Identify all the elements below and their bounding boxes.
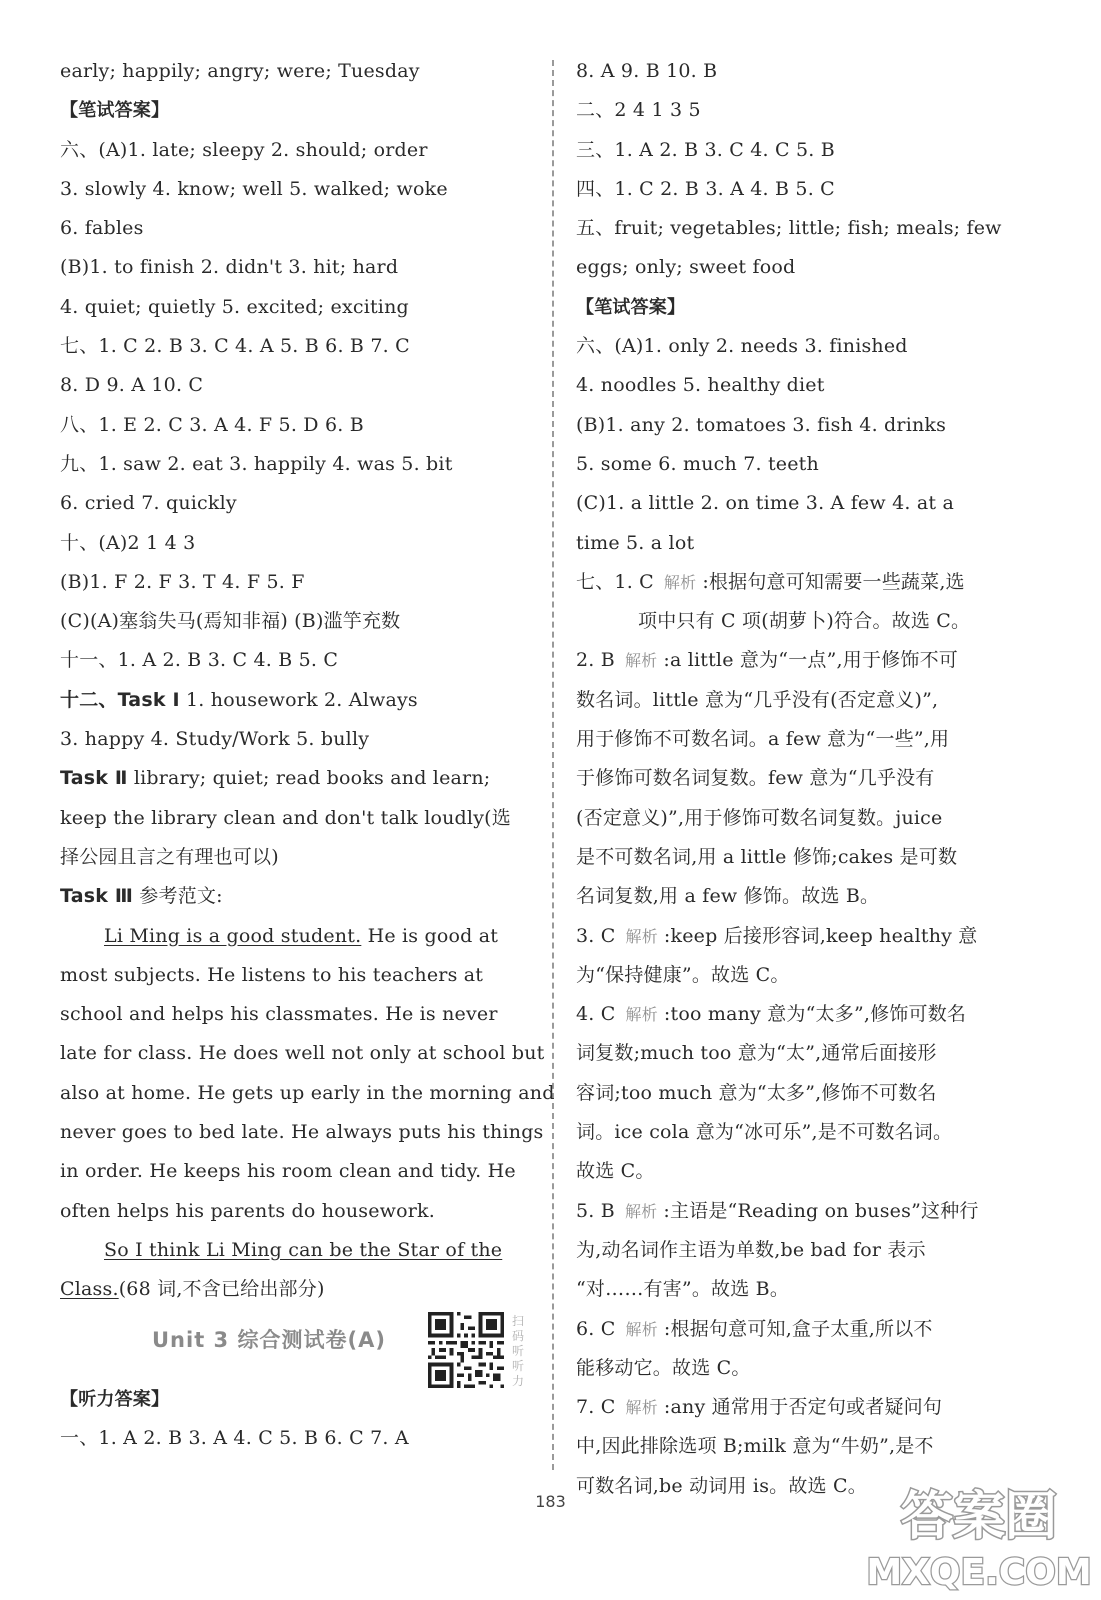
text-line [60, 759, 530, 798]
text-line: 5. some 6. much 7. teeth [576, 452, 819, 475]
question-number: 七、1. C [576, 570, 654, 593]
explanation-line: 项中只有 C 项(胡萝卜)符合。故选 C。 [638, 610, 971, 633]
qr-caption: 扫码听听力 [512, 1313, 525, 1388]
text-line: 6. fables [60, 217, 144, 240]
explanation-line: 于修饰可数名词复数。few 意为“几乎没有 [576, 767, 935, 790]
text-line: 4. quiet; quietly 5. excited; exciting [60, 295, 409, 318]
text-line: 八、1. E 2. C 3. A 4. F 5. D 6. B [60, 413, 364, 436]
explanation-tag: 解析 [625, 1005, 658, 1025]
text-line: 一、1. A 2. B 3. A 4. C 5. B 6. C 7. A [60, 1426, 409, 1449]
text-line: time 5. a lot [576, 531, 695, 554]
essay-line: school and helps his classmates. He is never [60, 1003, 498, 1026]
explanation-line [576, 1388, 1046, 1427]
explanation-line: “对……有害”。故选 B。 [576, 1278, 790, 1301]
question-number: 2. B [576, 649, 615, 672]
text-span: library; quiet; read books and learn; [127, 767, 491, 790]
text-span: (68 词,不含已给出部分) [118, 1278, 325, 1301]
explanation-line: 为,动名词作主语为单数,be bad for 表示 [576, 1238, 926, 1261]
question-number: 3. C [576, 924, 616, 947]
explanation-line [576, 641, 1046, 680]
explanation-tag: 解析 [625, 1398, 658, 1418]
explanation-line [576, 1192, 1046, 1231]
text-span: :any 通常用于否定句或者疑问句 [663, 1396, 943, 1419]
explanation-line: 用于修饰不可数名词。a few 意为“一些”,用 [576, 728, 950, 751]
essay-line: late for class. He does well not only at school but [60, 1042, 545, 1065]
explanation-line: 数名词。little 意为“几乎没有(否定意义)”, [576, 688, 939, 711]
text-line: 六、(A)1. only 2. needs 3. finished [576, 335, 908, 358]
text-span: :根据句意可知需要一些蔬菜,选 [702, 570, 965, 593]
essay-line: never goes to bed late. He always puts his things [60, 1121, 544, 1144]
text-line [60, 877, 530, 916]
text-span: :主语是“Reading on buses”这种行 [663, 1199, 979, 1222]
question-number: 7. C [576, 1396, 616, 1419]
text-line [60, 681, 530, 720]
explanation-line: 是不可数名词,用 a little 修饰;cakes 是可数 [576, 845, 958, 868]
text-line: 六、(A)1. late; sleepy 2. should; order [60, 138, 428, 161]
question-number: 6. C [576, 1317, 616, 1340]
given-sentence: Li Ming is a good student. [104, 924, 362, 947]
text-line: 3. happy 4. Study/Work 5. bully [60, 728, 370, 751]
explanation-line: 为“保持健康”。故选 C。 [576, 963, 790, 986]
text-span: 参考范文: [133, 885, 223, 908]
text-line: 二、2 4 1 3 5 [576, 99, 701, 122]
given-sentence: So I think Li Ming can be the Star of the [104, 1238, 503, 1261]
section-heading-written: 【笔试答案】 [60, 100, 170, 122]
text-span: :a little 意为“一点”,用于修饰不可 [663, 649, 958, 672]
watermark-bottom-text: MXQE.COM [866, 1552, 1092, 1593]
explanation-line: (否定意义)”,用于修饰可数名词复数。juice [576, 806, 943, 829]
essay-line: also at home. He gets up early in the morning and [60, 1081, 555, 1104]
text-line: 五、fruit; vegetables; little; fish; meals; few [576, 217, 1002, 240]
right-column [576, 52, 1046, 1506]
explanation-line [576, 917, 1046, 956]
text-line: 十一、1. A 2. B 3. C 4. B 5. C [60, 649, 339, 672]
explanation-line [576, 1310, 1046, 1349]
explanation-line: 可数名词,be 动词用 is。故选 C。 [576, 1474, 867, 1497]
text-line: eggs; only; sweet food [576, 256, 796, 279]
text-line: (B)1. F 2. F 3. T 4. F 5. F [60, 570, 305, 593]
essay-line: most subjects. He listens to his teachers at [60, 963, 484, 986]
text-line: early; happily; angry; were; Tuesday [60, 60, 420, 82]
text-line: 四、1. C 2. B 3. A 4. B 5. C [576, 177, 835, 200]
section-heading-listening: 【听力答案】 [60, 1388, 170, 1410]
task-label: 十二、Task Ⅰ [60, 688, 180, 711]
explanation-tag: 解析 [625, 926, 658, 946]
text-line: 6. cried 7. quickly [60, 492, 237, 515]
text-line: 十、(A)2 1 4 3 [60, 531, 196, 554]
text-line: 8. A 9. B 10. B [576, 60, 718, 82]
column-divider [552, 60, 554, 1470]
text-span: :keep 后接形容词,keep healthy 意 [663, 924, 978, 947]
text-line: (C)1. a little 2. on time 3. A few 4. at a [576, 492, 954, 515]
text-line: 择公园且言之有理也可以) [60, 845, 279, 868]
explanation-line: 词复数;much too 意为“太”,通常后面接形 [576, 1042, 937, 1065]
left-column [60, 52, 555, 1458]
given-sentence: Class. [60, 1278, 119, 1301]
explanation-line: 能移动它。故选 C。 [576, 1356, 751, 1379]
text-line: keep the library clean and don't talk loudly(选 [60, 806, 511, 829]
text-line: 3. slowly 4. know; well 5. walked; woke [60, 177, 448, 200]
explanation-tag: 解析 [625, 1319, 658, 1339]
essay-line: in order. He keeps his room clean and tidy. He [60, 1160, 516, 1183]
explanation-tag: 解析 [624, 1201, 658, 1221]
text-span: :too many 意为“太多”,修饰可数名 [663, 1003, 967, 1026]
explanation-line [576, 563, 1046, 602]
watermark-logo [866, 1478, 1092, 1594]
text-span: :根据句意可知,盒子太重,所以不 [663, 1317, 933, 1340]
text-line: 8. D 9. A 10. C [60, 374, 204, 397]
explanation-line: 故选 C。 [576, 1160, 655, 1183]
question-number: 4. C [576, 1003, 616, 1026]
text-line: (B)1. to finish 2. didn't 3. hit; hard [60, 256, 399, 279]
explanation-tag: 解析 [663, 572, 697, 592]
text-line: 七、1. C 2. B 3. C 4. A 5. B 6. B 7. C [60, 335, 410, 358]
question-number: 5. B [576, 1199, 615, 1222]
explanation-line: 中,因此排除选项 B;milk 意为“牛奶”,是不 [576, 1435, 934, 1458]
text-line: 4. noodles 5. healthy diet [576, 374, 825, 397]
text-line: (B)1. any 2. tomatoes 3. fish 4. drinks [576, 413, 947, 436]
task-label: Task Ⅲ [60, 885, 134, 908]
unit-title: Unit 3 综合测试卷(A) [152, 1327, 386, 1352]
text-span: He is good at [361, 924, 499, 947]
text-span: 1. housework 2. Always [179, 688, 418, 711]
essay-line: often helps his parents do housework. [60, 1199, 436, 1222]
section-heading-written: 【笔试答案】 [576, 296, 686, 318]
unit-heading-row [60, 1310, 530, 1388]
essay-line [60, 917, 530, 956]
essay-line [60, 1270, 530, 1309]
page-number: 183 [535, 1492, 566, 1511]
watermark-top-text: 答案圈 [900, 1487, 1058, 1547]
explanation-line: 名词复数,用 a few 修饰。故选 B。 [576, 885, 880, 908]
task-label: Task Ⅱ [60, 767, 128, 790]
text-line: (C)(A)塞翁失马(焉知非福) (B)滥竽充数 [60, 610, 401, 633]
qr-code-icon[interactable] [428, 1312, 504, 1388]
explanation-tag: 解析 [624, 651, 658, 671]
explanation-line [576, 995, 1046, 1034]
text-line: 九、1. saw 2. eat 3. happily 4. was 5. bit [60, 452, 453, 475]
explanation-line: 词。ice cola 意为“冰可乐”,是不可数名词。 [576, 1121, 953, 1144]
text-line: 三、1. A 2. B 3. C 4. C 5. B [576, 138, 835, 161]
explanation-line: 容词;too much 意为“太多”,修饰不可数名 [576, 1081, 937, 1104]
